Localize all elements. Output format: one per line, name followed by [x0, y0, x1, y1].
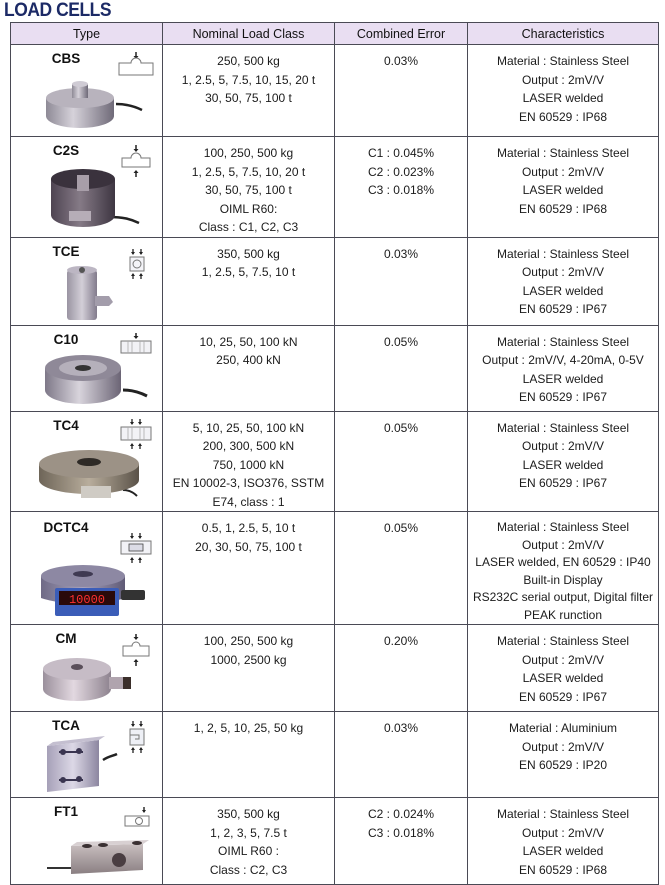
cell-line: 1000, 2500 kg [210, 652, 287, 667]
c10-load-cell-image [39, 352, 149, 410]
table-row [11, 45, 659, 137]
type-name: FT1 [53, 804, 78, 819]
cell-line: Output : 2mV/V [521, 652, 605, 667]
nominal-load-class-cell [163, 712, 335, 798]
nominal-load-class-cell [163, 45, 335, 137]
tension-compression-display-diagram-icon [118, 532, 154, 564]
cell-line: 1, 2.5, 5, 7.5, 10 t [201, 265, 296, 279]
cell-line: OIML R60: [219, 201, 278, 216]
cell-line: Material : Stainless Steel [496, 420, 630, 435]
cell-line: EN 60529 : IP67 [518, 689, 608, 704]
cell-line: 350, 500 kg [217, 807, 280, 821]
cell-line: C2 : 0.024% [367, 807, 435, 821]
combined-error-cell [335, 798, 468, 885]
cell-line: 20, 30, 50, 75, 100 t [195, 539, 302, 554]
cell-line: Output : 2mV/V [521, 825, 605, 840]
nominal-load-class-cell [163, 512, 335, 625]
cell-line: Output : 2mV/V [521, 72, 605, 87]
cell-line: 0.05% [383, 420, 419, 435]
cell-line: Output : 2mV/V [521, 739, 605, 754]
type-name: DCTC4 [43, 520, 89, 535]
cell-line: 0.03% [383, 721, 419, 735]
tension-compression-diagram-icon [127, 248, 147, 280]
type-name: TCE [52, 243, 80, 259]
cell-line: LASER welded, EN 60529 : IP40 [475, 555, 651, 569]
cell-line: EN 60529 : IP68 [518, 109, 608, 124]
characteristics-cell [468, 712, 659, 798]
cell-line: 0.03% [383, 246, 419, 261]
type-name: TCA [52, 718, 80, 733]
ft1-load-cell-image [41, 836, 151, 882]
type-cell [11, 325, 163, 411]
cell-line: PEAK runction [523, 607, 603, 622]
cell-line: C1 : 0.045% [367, 146, 435, 160]
cbs-load-cell-image [36, 78, 146, 134]
nominal-load-class-cell [163, 798, 335, 885]
tc4-load-cell-image [31, 448, 151, 504]
type-name: C2S [52, 143, 80, 158]
nominal-load-class-cell [163, 137, 335, 238]
cell-line: LASER welded [522, 283, 604, 298]
cell-line: 100, 250, 500 kg [203, 146, 294, 160]
page-title: LOAD CELLS [4, 0, 112, 21]
cell-line: Output : 2mV/V [521, 439, 605, 453]
compression-disc-diagram-icon [118, 332, 154, 354]
cell-line: 100, 250, 500 kg [203, 634, 294, 648]
nominal-load-class-cell [163, 625, 335, 712]
type-cell [11, 798, 163, 885]
cell-line: Class : C1, C2, C3 [198, 220, 299, 234]
cell-line: LASER welded [522, 183, 604, 197]
cell-line: Material : Stainless Steel [496, 54, 630, 68]
cell-line: Output : 2mV/V [521, 164, 605, 179]
cell-line: 0.20% [383, 634, 419, 648]
combined-error-cell [335, 237, 468, 325]
characteristics-cell [468, 411, 659, 512]
table-row [11, 625, 659, 712]
cell-line: EN 60529 : IP67 [518, 390, 608, 404]
cell-line: 200, 300, 500 kN [202, 439, 295, 453]
cell-line: 250, 500 kg [217, 54, 280, 68]
table-row [11, 512, 659, 625]
shear-beam-diagram-icon [123, 806, 151, 828]
characteristics-cell [468, 45, 659, 137]
table-row [11, 237, 659, 325]
type-cell [11, 411, 163, 512]
cell-line: 1, 2, 3, 5, 7.5 t [210, 825, 287, 840]
cell-line: 750, 1000 kN [212, 457, 285, 472]
combined-error-cell [335, 137, 468, 238]
dctc4-load-cell-image [39, 562, 149, 620]
cell-line: 350, 500 kg [217, 246, 280, 261]
cell-line: 1, 2, 5, 10, 25, 50 kg [193, 721, 304, 735]
characteristics-cell [468, 512, 659, 625]
table-row [11, 712, 659, 798]
cell-line: Material : Stainless Steel [496, 634, 630, 648]
cell-line: RS232C serial output, Digital filter [472, 590, 654, 604]
cell-line: C2 : 0.023% [367, 164, 435, 179]
cell-line: C3 : 0.018% [367, 825, 435, 840]
cell-line: LASER welded [522, 671, 604, 685]
cell-line: EN 10002-3, ISO376, SSTM [172, 476, 325, 490]
cell-line: 5, 10, 25, 50, 100 kN [192, 420, 305, 435]
combined-error-cell [335, 512, 468, 625]
c2s-load-cell-image [39, 167, 149, 231]
combined-error-cell [335, 411, 468, 512]
nominal-load-class-cell [163, 325, 335, 411]
tca-load-cell-image [41, 736, 121, 796]
cm-load-cell-image [39, 653, 139, 709]
s-beam-diagram-icon [127, 720, 147, 754]
type-name: CBS [51, 51, 81, 66]
nominal-load-class-cell [163, 237, 335, 325]
type-cell [11, 137, 163, 238]
type-cell [11, 237, 163, 325]
cell-line: 0.03% [383, 54, 419, 68]
table-header-row [11, 23, 659, 45]
cell-line: Class : C2, C3 [209, 862, 288, 877]
table-row [11, 411, 659, 512]
table-row [11, 137, 659, 238]
cell-line: EN 60529 : IP67 [518, 302, 608, 316]
cell-line: 0.05% [383, 334, 419, 349]
tension-compression-disc-diagram-icon [118, 418, 154, 450]
compression-button-diagram-icon [118, 51, 154, 77]
cell-line: Output : 2mV/V, 4-20mA, 0-5V [482, 353, 644, 367]
header-characteristics: Characteristics [468, 23, 659, 45]
load-cells-table [10, 22, 659, 885]
table-row [11, 325, 659, 411]
cell-line: Material : Stainless Steel [496, 520, 630, 534]
header-combined-error: Combined Error [335, 23, 468, 45]
combined-error-cell [335, 325, 468, 411]
table-row [11, 798, 659, 885]
cell-line: 250, 400 kN [216, 353, 281, 367]
cell-line: 0.05% [383, 521, 419, 535]
type-name: CM [55, 631, 77, 646]
type-name: C10 [53, 331, 79, 347]
cell-line: Material : Stainless Steel [496, 807, 630, 821]
combined-error-cell [335, 45, 468, 137]
cell-line: Output : 2mV/V [521, 537, 605, 552]
cell-line: 30, 50, 75, 100 t [205, 91, 292, 105]
type-name: TC4 [53, 417, 79, 433]
cell-line: Material : Stainless Steel [496, 334, 630, 349]
cell-line: 1, 2.5, 5, 7.5, 10, 15, 20 t [181, 72, 316, 87]
characteristics-cell [468, 137, 659, 238]
cell-line: E74, class : 1 [212, 494, 285, 509]
cell-line: C3 : 0.018% [367, 183, 435, 197]
cell-line: LASER welded [522, 371, 604, 386]
cell-line: EN 60529 : IP68 [518, 201, 608, 216]
cell-line: Output : 2mV/V [521, 265, 605, 279]
combined-error-cell [335, 712, 468, 798]
characteristics-cell [468, 798, 659, 885]
cell-line: Material : Aluminium [508, 721, 618, 735]
combined-error-cell [335, 625, 468, 712]
tce-load-cell-image [59, 266, 119, 324]
cell-line: Material : Stainless Steel [496, 246, 630, 261]
header-type: Type [11, 23, 163, 45]
cell-line: 10, 25, 50, 100 kN [199, 334, 298, 349]
cell-line: EN 60529 : IP68 [518, 862, 608, 877]
cell-line: 1, 2.5, 5, 7.5, 10, 20 t [191, 164, 306, 179]
header-nominal-load-class: Nominal Load Class [163, 23, 335, 45]
type-cell [11, 45, 163, 137]
cell-line: EN 60529 : IP20 [518, 758, 608, 772]
cell-line: LASER welded [522, 844, 604, 858]
type-cell [11, 712, 163, 798]
cell-line: LASER welded [522, 457, 604, 472]
type-cell [11, 512, 163, 625]
led-display-value: 10000 [68, 593, 106, 607]
characteristics-cell [468, 625, 659, 712]
cell-line: Material : Stainless Steel [496, 146, 630, 160]
cell-line: LASER welded [522, 91, 604, 105]
type-cell [11, 625, 163, 712]
cell-line: 30, 50, 75, 100 t [205, 183, 292, 197]
characteristics-cell [468, 237, 659, 325]
characteristics-cell [468, 325, 659, 411]
nominal-load-class-cell [163, 411, 335, 512]
cell-line: EN 60529 : IP67 [518, 476, 608, 490]
cell-line: 0.5, 1, 2.5, 5, 10 t [201, 521, 296, 535]
cell-line: Built-in Display [523, 572, 603, 587]
cell-line: OIML R60 : [218, 844, 279, 858]
